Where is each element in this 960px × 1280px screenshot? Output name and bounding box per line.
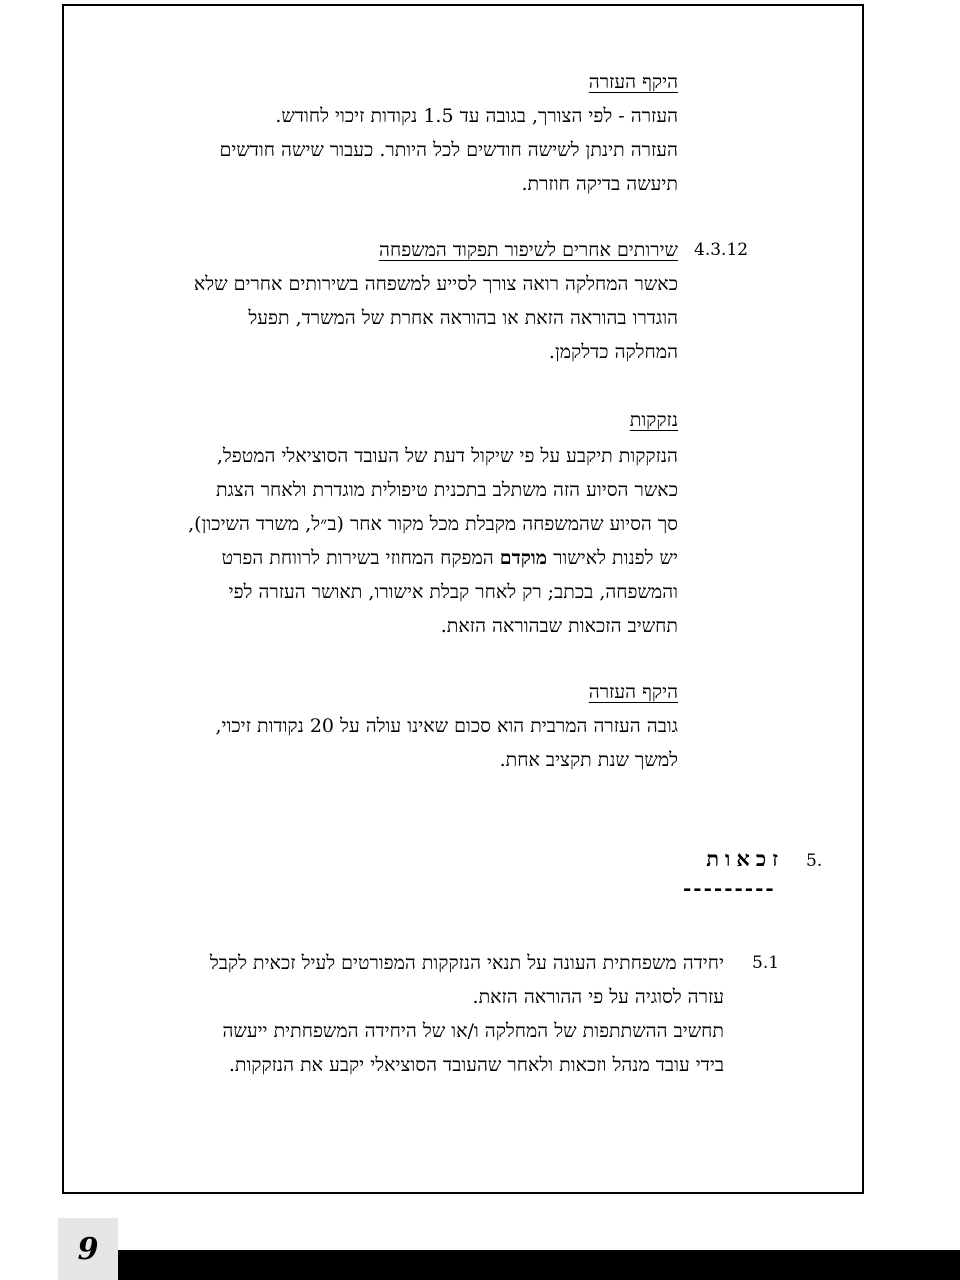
page-number: 9 bbox=[77, 1231, 99, 1267]
page-number-box bbox=[58, 1218, 118, 1280]
needs-line-2: כאשר הסיוע הזה משתלב בתכנית טיפולית מוגדרת ולאחר הצגת bbox=[215, 479, 678, 501]
footer-bar bbox=[118, 1250, 960, 1280]
needs-line-3: סך הסיוע שהמשפחה מקבלת מכל מקור אחר (ב״ל, משרד השיכון), bbox=[188, 513, 678, 535]
section-number-4-3-12: 4.3.12 bbox=[694, 240, 749, 260]
needs-line-4-a: יש לפנות לאישור bbox=[553, 547, 678, 569]
s4312-line-2: הוגדרו בהוראה הזאת או בהוראה אחרת של המשרד, תפעל bbox=[248, 307, 678, 329]
section-number-5: 5. bbox=[806, 851, 823, 871]
s51-line-2: עזרה לסוגיה על פי ההוראה הזאת. bbox=[472, 986, 724, 1008]
scope1-line-1: העזרה - לפי הצורך, בגובה עד 1.5 נקודות זיכוי לחודש. bbox=[275, 105, 678, 127]
scope2-line-1: גובה העזרה המרבית הוא סכום שאינו עולה על 20 נקודות זיכוי, bbox=[215, 715, 678, 737]
scope-title-1: היקף העזרה bbox=[588, 71, 678, 93]
needs-line-5: והמשפחה, בכתב; רק לאחר קבלת אישורו, תאושר העזרה לפי bbox=[228, 581, 678, 603]
s51-line-3: תחשיב ההשתתפות של המחלקה ו/או של היחידה המשפחתית ייעשה bbox=[222, 1020, 724, 1042]
section-5-underline: --------- bbox=[683, 876, 776, 900]
scope2-line-2: למשך שנת תקציב אחת. bbox=[499, 749, 678, 771]
needs-title: נזקקות bbox=[629, 409, 678, 431]
s4312-line-1: כאשר המחלקה רואה צורך לסייע למשפחה בשירותים אחרים שלא bbox=[193, 273, 678, 295]
needs-line-4-bold: מוקדם bbox=[499, 547, 548, 569]
section-title-5: זכאות bbox=[706, 846, 784, 871]
s4312-line-3: המחלקה כדלקמן. bbox=[548, 341, 678, 363]
needs-line-6: תחשיב הזכאות שבהוראה הזאת. bbox=[440, 615, 678, 637]
section-number-5-1: 5.1 bbox=[752, 953, 780, 973]
s51-line-1: יחידה משפחתית העונה על תנאי הנזקקות המפורטים לעיל זכאית לקבל bbox=[209, 952, 724, 974]
needs-line-4-b: המפקח המחוזי בשירות לרווחת הפרט bbox=[221, 547, 494, 569]
needs-line-4 bbox=[222, 542, 678, 574]
needs-line-1: הנזקקות תיקבע על פי שיקול דעת של העובד הסוציאלי המטפל, bbox=[216, 445, 678, 467]
scope1-line-2: העזרה תינתן לשישה חודשים לכל היותר. כעבור שישה חודשים bbox=[219, 139, 678, 161]
scope1-line-3: תיעשה בדיקה חוזרת. bbox=[521, 173, 678, 195]
scope-title-2: היקף העזרה bbox=[588, 681, 678, 703]
s51-line-4: בידי עובד מנהל וזכאות ולאחר שהעובד הסוציאלי יקבע את הנזקקות. bbox=[228, 1054, 724, 1076]
section-title-4-3-12: שירותים אחרים לשיפור תפקוד המשפחה bbox=[379, 239, 678, 261]
